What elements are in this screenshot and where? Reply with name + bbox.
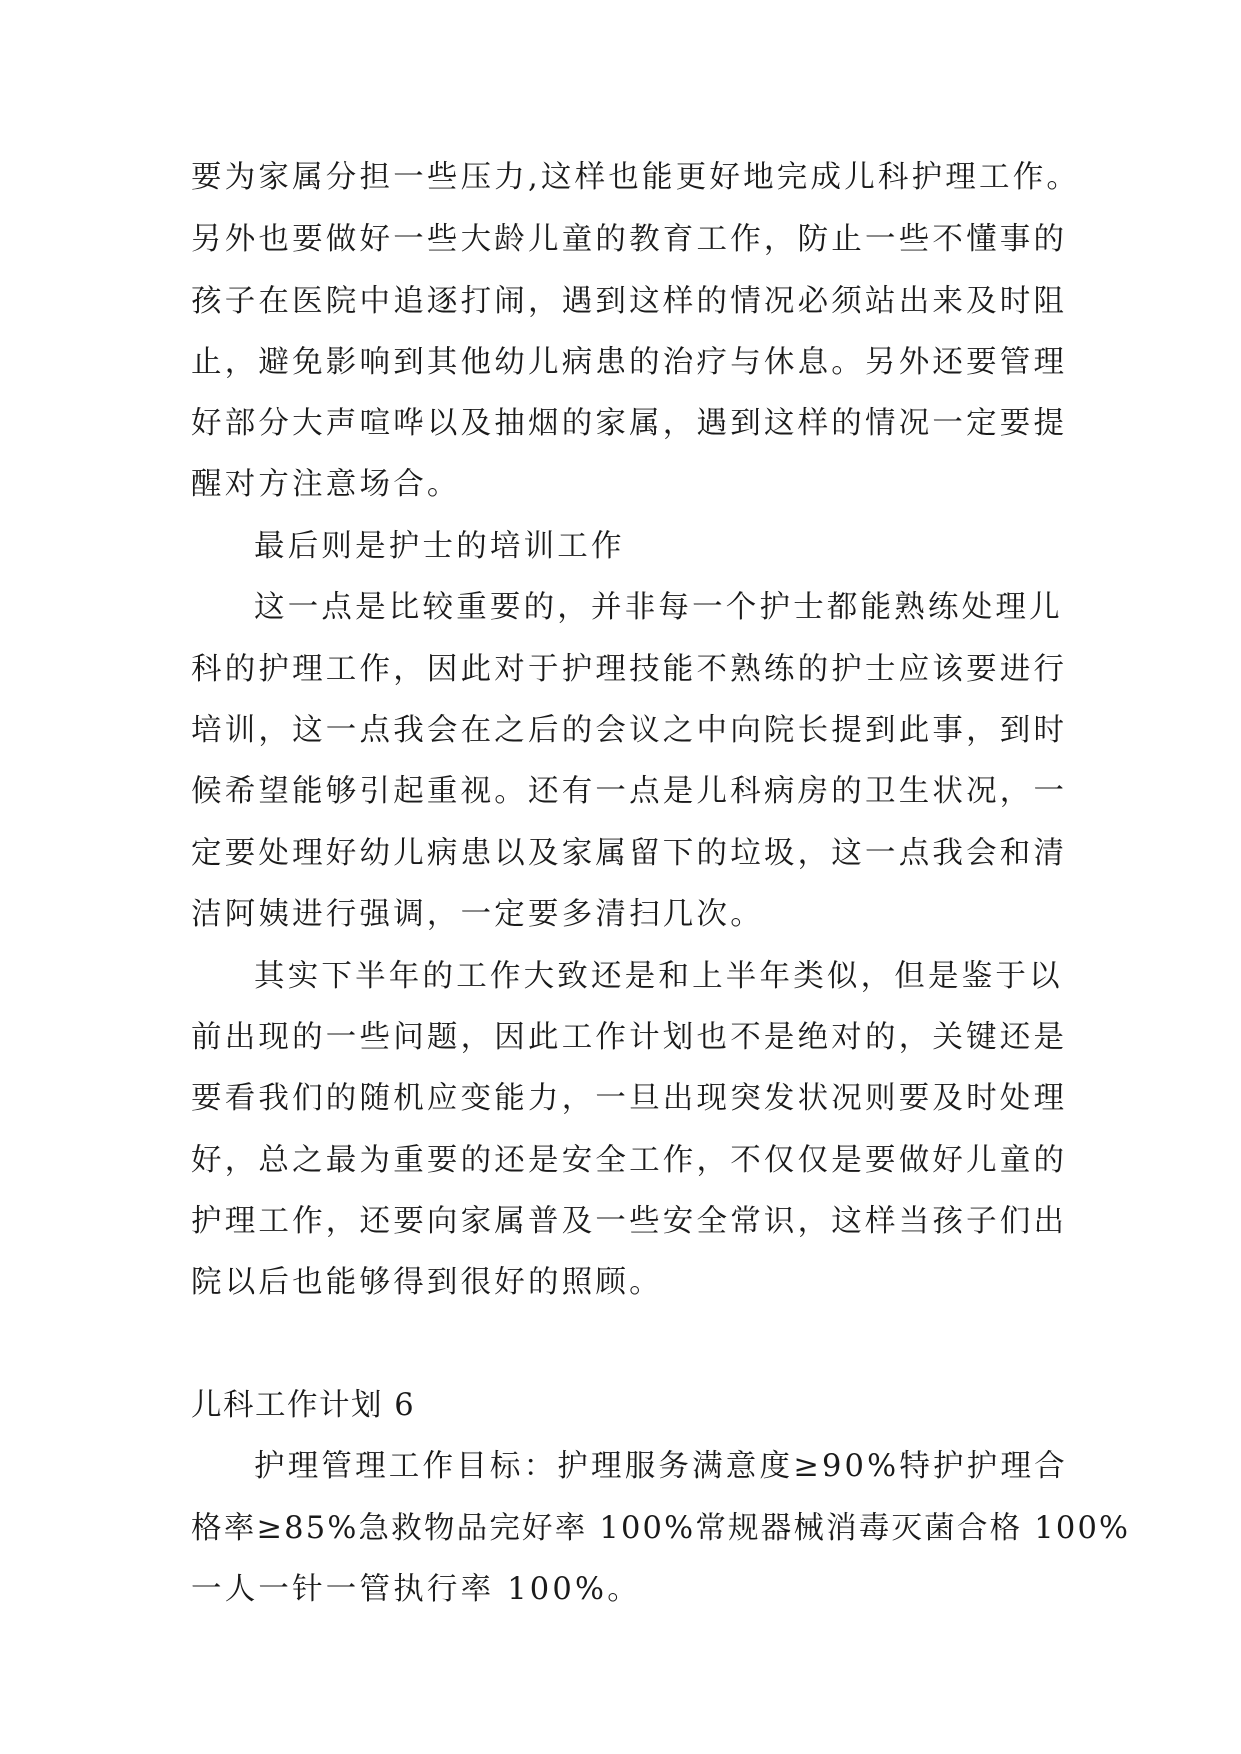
paragraph-line: 院以后也能够得到很好的照顾。: [191, 1265, 663, 1300]
paragraph-line: 这一点是比较重要的，并非每一个护士都能熟练处理儿: [254, 590, 1063, 625]
paragraph-line: 其实下半年的工作大致还是和上半年类似，但是鉴于以: [254, 959, 1063, 994]
paragraph-line: 格率≥85%急救物品完好率 100%常规器械消毒灭菌合格 100%: [191, 1511, 1131, 1546]
paragraph-line: 洁阿姨进行强调，一定要多清扫几次。: [191, 897, 764, 932]
paragraph-line: 科的护理工作，因此对于护理技能不熟练的护士应该要进行: [191, 652, 1068, 687]
paragraph-line: 前出现的一些问题，因此工作计划也不是绝对的，关键还是: [191, 1020, 1068, 1055]
paragraph-line: 止，避免影响到其他幼儿病患的治疗与休息。另外还要管理: [191, 345, 1068, 380]
subheading: 最后则是护士的培训工作: [254, 529, 625, 564]
paragraph-line: 护理管理工作目标：护理服务满意度≥90%特护护理合: [254, 1449, 1068, 1484]
paragraph-line: 好部分大声喧哗以及抽烟的家属，遇到这样的情况一定要提: [191, 406, 1068, 441]
section-title: 儿科工作计划 6: [191, 1388, 416, 1423]
paragraph-line: 一人一针一管执行率 100%。: [191, 1572, 641, 1607]
paragraph-line: 另外也要做好一些大龄儿童的教育工作，防止一些不懂事的: [191, 222, 1068, 257]
paragraph-line: 定要处理好幼儿病患以及家属留下的垃圾，这一点我会和清: [191, 836, 1068, 871]
paragraph-line: 醒对方注意场合。: [191, 467, 461, 502]
paragraph-line: 孩子在医院中追逐打闹，遇到这样的情况必须站出来及时阻: [191, 284, 1068, 319]
paragraph-line: 要看我们的随机应变能力，一旦出现突发状况则要及时处理: [191, 1081, 1068, 1116]
paragraph-line: 培训，这一点我会在之后的会议之中向院长提到此事，到时: [191, 713, 1068, 748]
paragraph-line: 候希望能够引起重视。还有一点是儿科病房的卫生状况，一: [191, 774, 1068, 809]
paragraph-line: 好，总之最为重要的还是安全工作，不仅仅是要做好儿童的: [191, 1143, 1068, 1178]
paragraph-line: 护理工作，还要向家属普及一些安全常识，这样当孩子们出: [191, 1204, 1068, 1239]
paragraph-line: 要为家属分担一些压力,这样也能更好地完成儿科护理工作。: [191, 160, 1081, 195]
